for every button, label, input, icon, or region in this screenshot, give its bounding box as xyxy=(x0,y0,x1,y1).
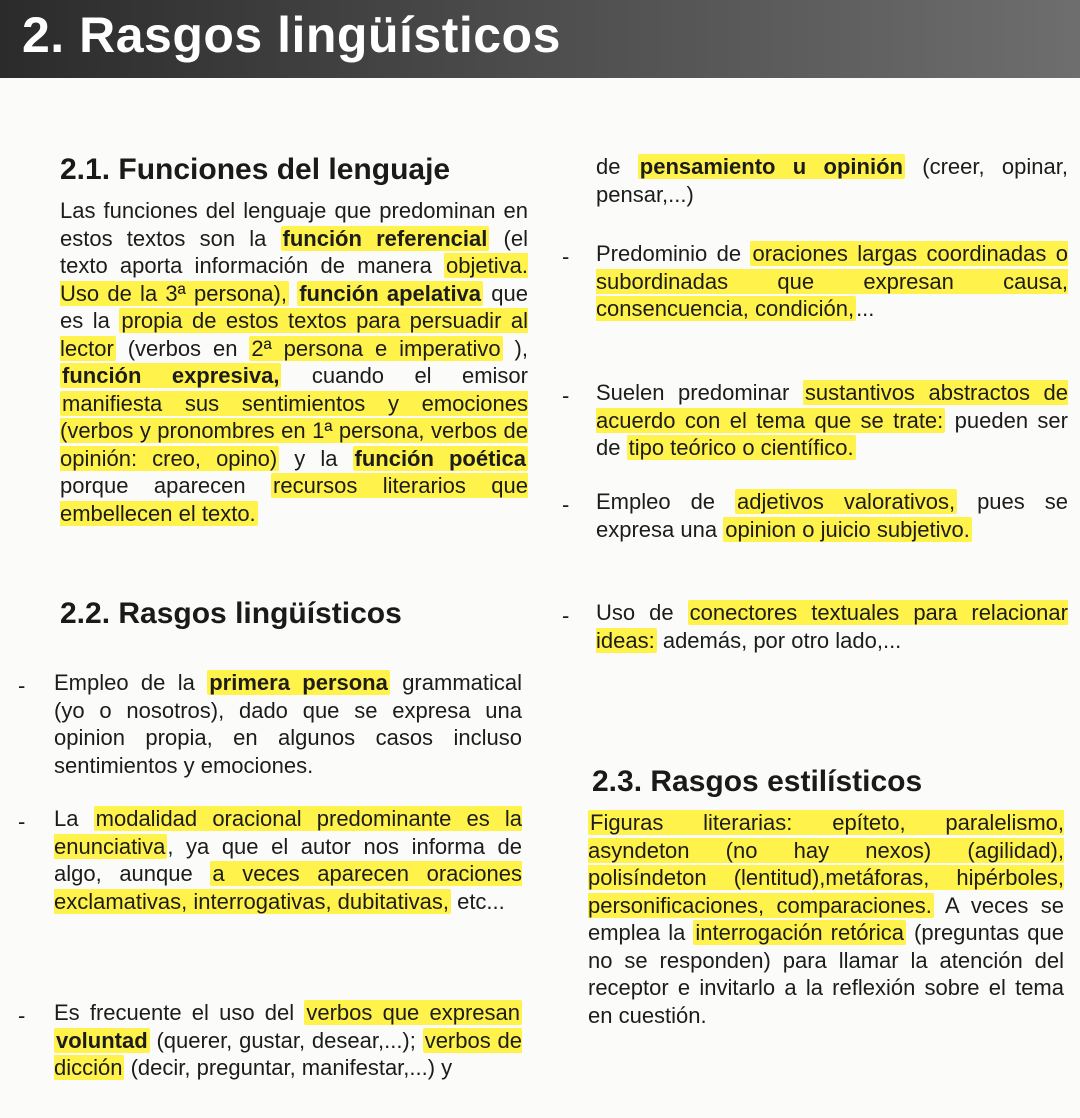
bullet-dash: - xyxy=(562,603,570,628)
page-title: 2. Rasgos lingüísticos xyxy=(22,7,561,63)
bullet-dash: - xyxy=(562,244,570,269)
bullet-dash: - xyxy=(562,492,570,517)
section-2-2-title: 2.2. Rasgos lingüísticos xyxy=(60,597,402,630)
list-item: Uso de conectores textuales para relacionar ideas: además, por otro lado,... xyxy=(596,600,1068,653)
bullet-dash: - xyxy=(562,383,570,408)
bullet-dash: - xyxy=(18,673,26,698)
section-2-3-paragraph: Figuras literarias: epíteto, paralelismo, asyndeton (no hay nexos) (agilidad), polisíndeton (lentitud),metáforas, hipérboles, personificaciones, comparaciones. A veces se emplea la interrogación retórica (preguntas que no se responden) para llamar la atención del receptor e invitarlo a la reflexión sobre el tema en cuestión. xyxy=(588,810,1064,1028)
list-item: Predominio de oraciones largas coordinadas o subordinadas que expresan causa, consencuencia, condición,... xyxy=(596,241,1068,321)
section-2-1-paragraph: Las funciones del lenguaje que predominan en estos textos son la función referencial (el texto aporta información de manera objetiva. Uso de la 3ª persona), función apelativa que es la propia de estos textos para persuadir al lector (verbos en 2ª persona e imperativo ), función expresiva, cuando el emisor manifiesta sus sentimientos y emociones (verbos y pronombres en 1ª persona, verbos de opinión: creo, opino) y la función poética porque aparecen recursos literarios que embellecen el texto. xyxy=(60,198,528,526)
bullet-dash: - xyxy=(18,809,26,834)
list-item: Suelen predominar sustantivos abstractos de acuerdo con el tema que se trate: pueden ser de tipo teórico o científico. xyxy=(596,380,1068,460)
list-item: Empleo de adjetivos valorativos, pues se expresa una opinion o juicio subjetivo. xyxy=(596,489,1068,542)
bullet-dash: - xyxy=(18,1003,26,1028)
section-2-3-title: 2.3. Rasgos estilísticos xyxy=(592,765,923,798)
list-item: Es frecuente el uso del verbos que expresan voluntad (querer, gustar, desear,...); verbos de dicción (decir, preguntar, manifestar,...) y xyxy=(54,1000,522,1080)
list-item: La modalidad oracional predominante es la enunciativa, ya que el autor nos informa de algo, aunque a veces aparecen oraciones exclamativas, interrogativas, dubitativas, etc... xyxy=(54,806,523,914)
list-item: Empleo de la primera persona grammatical (yo o nosotros), dado que se expresa una opinion propia, en algunos casos incluso sentimientos y emociones. xyxy=(54,670,523,778)
section-2-1-title: 2.1. Funciones del lenguaje xyxy=(60,153,451,186)
page-header xyxy=(0,0,1080,78)
continuation-paragraph: de pensamiento u opinión (creer, opinar, pensar,...) xyxy=(596,154,1068,207)
